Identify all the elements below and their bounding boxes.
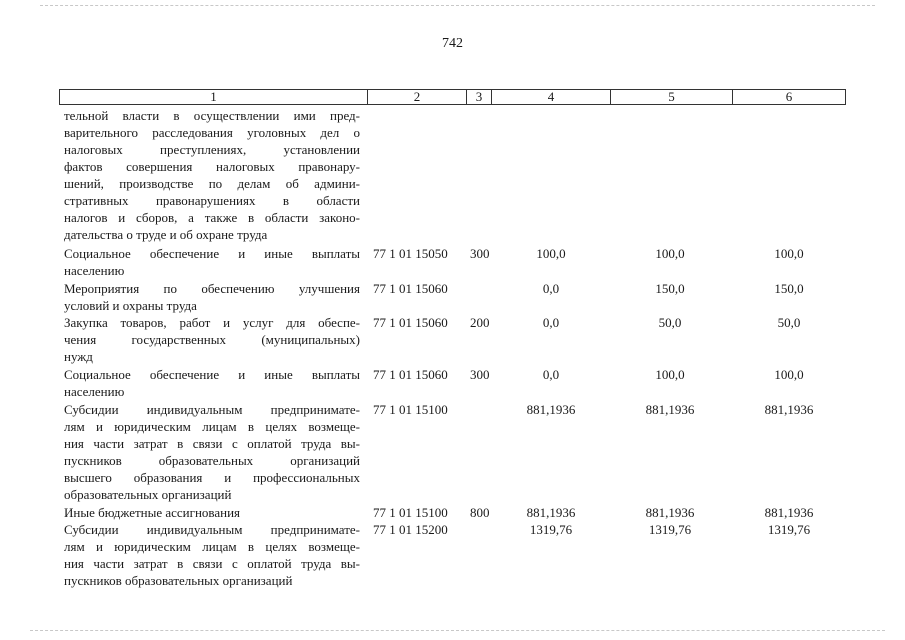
row-value-col4: 0,0 [542, 281, 560, 296]
row-value-col5: 100,0 [655, 246, 685, 261]
row-description-line: населению [64, 263, 125, 278]
continuation-line: налоговых преступлениях, установлении [64, 142, 360, 157]
row-description-line: Иные бюджетные ассигнования [64, 505, 241, 520]
row-value-col6: 881,1936 [764, 402, 814, 417]
row-value-col6: 150,0 [774, 281, 804, 296]
row-value-col4: 100,0 [536, 246, 566, 261]
row-description-line: лям и юридическим лицам в целях возмеще- [64, 539, 360, 554]
row-description-line: Закупка товаров, работ и услуг для обеспе- [64, 315, 360, 330]
header-col-5: 5 [610, 90, 732, 104]
row-value-col5: 150,0 [655, 281, 685, 296]
row-value-col5: 881,1936 [645, 402, 695, 417]
row-description-line: высшего образования и профессиональных [64, 470, 360, 485]
row-code: 77 1 01 15100 [373, 505, 448, 520]
continuation-line: фактов совершения налоговых правонару- [64, 159, 360, 174]
continuation-line: шений, производстве по делам об админи- [64, 176, 360, 191]
row-description-line: пускников образовательных организаций [64, 453, 360, 468]
continuation-line: стративных правонарушениях в области [64, 193, 360, 208]
continuation-line: тельной власти в осуществлении ими пред- [64, 108, 360, 123]
scan-edge-bottom [30, 630, 885, 631]
row-description-line: образовательных организаций [64, 487, 232, 502]
row-value-col5: 1319,76 [648, 522, 692, 537]
page-number: 742 [442, 36, 463, 51]
row-value-col4: 881,1936 [526, 402, 576, 417]
row-description-line: населению [64, 384, 125, 399]
row-value-col5: 50,0 [658, 315, 682, 330]
row-expense-kind: 200 [470, 315, 490, 330]
row-description-line: условий и охраны труда [64, 298, 197, 313]
table-header-row [59, 89, 846, 105]
row-value-col4: 0,0 [542, 367, 560, 382]
row-expense-kind: 300 [470, 246, 490, 261]
row-value-col6: 100,0 [774, 246, 804, 261]
row-value-col6: 50,0 [777, 315, 801, 330]
row-code: 77 1 01 15060 [373, 315, 448, 330]
row-value-col6: 881,1936 [764, 505, 814, 520]
row-description-line: Мероприятия по обеспечению улучшения [64, 281, 360, 296]
row-description-line: лям и юридическим лицам в целях возмеще- [64, 419, 360, 434]
row-code: 77 1 01 15060 [373, 367, 448, 382]
row-code: 77 1 01 15200 [373, 522, 448, 537]
row-value-col4: 0,0 [542, 315, 560, 330]
row-description-line: Субсидии индивидуальным предпринимате- [64, 522, 360, 537]
row-description-line: Социальное обеспечение и иные выплаты [64, 246, 360, 261]
row-description-line: пускников образовательных организаций [64, 573, 293, 588]
row-value-col4: 881,1936 [526, 505, 576, 520]
row-value-col5: 881,1936 [645, 505, 695, 520]
continuation-line: налогов и сборов, а также в области законо- [64, 210, 360, 225]
row-description-line: ния части затрат в связи с оплатой труда вы- [64, 436, 360, 451]
continuation-line: дательства о труде и об охране труда [64, 227, 268, 242]
row-description-line: чения государственных (муниципальных) [64, 332, 360, 347]
row-code: 77 1 01 15050 [373, 246, 448, 261]
row-expense-kind: 800 [470, 505, 490, 520]
row-value-col6: 100,0 [774, 367, 804, 382]
row-code: 77 1 01 15100 [373, 402, 448, 417]
header-col-1: 1 [210, 89, 217, 104]
scan-edge-top [40, 5, 875, 6]
continuation-line: варительного расследования уголовных дел о [64, 125, 360, 140]
row-code: 77 1 01 15060 [373, 281, 448, 296]
row-expense-kind: 300 [470, 367, 490, 382]
row-value-col4: 1319,76 [529, 522, 573, 537]
row-value-col6: 1319,76 [767, 522, 811, 537]
row-description-line: нужд [64, 349, 93, 364]
row-value-col5: 100,0 [655, 367, 685, 382]
header-col-3: 3 [466, 90, 491, 104]
header-col-6: 6 [732, 90, 845, 104]
header-col-4: 4 [491, 90, 610, 104]
row-description-line: ния части затрат в связи с оплатой труда вы- [64, 556, 360, 571]
row-description-line: Социальное обеспечение и иные выплаты [64, 367, 360, 382]
header-col-2: 2 [367, 90, 466, 104]
row-description-line: Субсидии индивидуальным предпринимате- [64, 402, 360, 417]
